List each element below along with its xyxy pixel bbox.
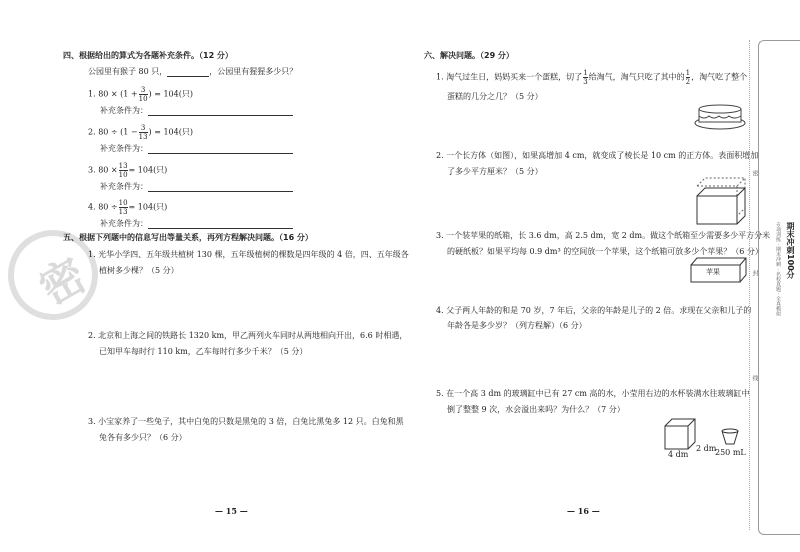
section-4-title: 四、根据给出的算式为各题补充条件。（12 分）: [63, 51, 233, 60]
answer-line[interactable]: [148, 145, 293, 154]
numerator: 13: [118, 162, 128, 170]
section-5-title: 五、根据下列题中的信息写出等量关系，再列方程解决问题。（16 分）: [63, 233, 313, 242]
cup-volume-label: 250 mL: [715, 448, 746, 457]
formula-pre: 80 ÷: [98, 202, 118, 212]
seal-label: 密: [751, 170, 758, 176]
section-6-title: 六、解决问题。（29 分）: [424, 51, 514, 60]
brand-subtitle: 专项训练 · 期末冲刺 · 名校真题 · 全真模拟: [775, 222, 781, 317]
fill-label: 补充条件为：: [100, 106, 148, 115]
s6-q1-line2: 蛋糕的几分之几？（5 分）: [447, 92, 543, 101]
formula-post: ) = 104(只): [148, 89, 193, 99]
seal-label: 封: [751, 270, 758, 276]
cuboid-diagram: [695, 176, 747, 226]
page-number-left: — 15 —: [215, 506, 248, 516]
formula-item: [88, 124, 193, 141]
denominator: 10: [138, 95, 148, 103]
s5-q1-line2: 植树多少棵？（5 分）: [99, 266, 179, 275]
s5-q2-line1: 2. 北京和上海之间的铁路长 1320 km，甲乙两列火车同时从两地相向开出，6.6 时相遇，: [88, 331, 408, 340]
fill-condition-row: [100, 181, 293, 192]
s5-q1-line1: 1. 光华小学四、五年级共植树 130 棵，五年级植树的棵数是四年级的 4 倍，四、五年级各: [88, 250, 409, 259]
page-number-right: — 16 —: [567, 506, 600, 516]
box-label: 苹果: [706, 268, 720, 276]
s6-q5-line2: 倒了整整 9 次，水会溢出来吗？为什么？（7 分）: [447, 405, 625, 414]
item-number: 2.: [88, 127, 96, 137]
s6-q3-line1: 3. 一个装苹果的纸箱，长 3.6 dm，高 2.5 dm，宽 2 dm。做这个纸箱至少需要多少平方分米: [436, 231, 771, 240]
fill-label: 补充条件为：: [100, 219, 148, 228]
formula-pre: 80 ÷ (1 −: [98, 127, 138, 137]
s6-q2-line2: 了多少平方厘米？（5 分）: [447, 167, 543, 176]
fold-line: [749, 40, 750, 530]
numerator: 3: [139, 86, 148, 95]
s6-q1-line1: [436, 69, 747, 86]
intro-a: 公园里有猴子 80 只，: [88, 67, 168, 76]
tank-width-label: 4 dm: [668, 450, 689, 459]
denominator: 2: [685, 78, 691, 86]
s5-q2-line2: 已知甲车每时行 110 km，乙车每时行多少千米？（5 分）: [99, 347, 308, 356]
q1-text-a: 1. 淘气过生日，妈妈买来一个蛋糕，切了: [436, 72, 583, 82]
denominator: 13: [138, 133, 148, 141]
fill-condition-row: [100, 105, 293, 116]
s6-q4-line2: 年龄各是多少岁？（列方程解）（6 分）: [447, 321, 587, 330]
s6-q3-line2: 的硬纸板？如果平均每 0.9 dm³ 的空间放一个苹果，这个纸箱可放多少个苹果？（6 分）: [447, 247, 763, 256]
item-number: 3.: [88, 165, 96, 175]
fraction: [686, 69, 690, 86]
s5-q3-line2: 兔各有多少只？（6 分）: [99, 433, 187, 442]
fraction: [119, 162, 128, 179]
item-number: 1.: [88, 89, 96, 99]
q1-text-b: 给淘气，淘气只吃了其中的: [588, 72, 685, 82]
fill-condition-row: [100, 218, 293, 229]
numerator: 1: [685, 69, 691, 77]
s6-q4-line1: 4. 父子两人年龄的和是 70 岁，7 年后，父亲的年龄是儿子的 2 倍。求现在父亲和儿子的: [436, 306, 752, 315]
formula-item: [88, 199, 167, 216]
section-4-intro: [88, 66, 297, 77]
answer-line[interactable]: [148, 183, 293, 192]
formula-item: [88, 162, 167, 179]
denominator: 3: [583, 78, 588, 86]
formula-pre: 80 ×: [98, 165, 118, 175]
numerator: 3: [139, 124, 148, 133]
tank-depth-label: 2 dm: [696, 444, 717, 453]
s5-q3-line1: 3. 小宝家养了一些兔子，其中白兔的只数是黑兔的 3 倍，白兔比黑兔多 12 只。白兔和黑: [88, 417, 404, 426]
formula-post: = 104(只): [128, 202, 168, 212]
numerator: 1: [583, 69, 588, 77]
formula-post: = 104(只): [128, 165, 168, 175]
formula-item: [88, 86, 193, 103]
seal-label: 线: [751, 375, 758, 381]
brand-logo: 期末冲刺100分: [786, 222, 795, 279]
intro-b: ，公园里有猩猩多少只？: [209, 67, 298, 76]
fraction: [139, 124, 148, 141]
s6-q5-line1: 5. 在一个高 3 dm 的玻璃缸中已有 27 cm 高的水，小莹用右边的水杯装满水往玻璃缸中: [436, 389, 750, 398]
numerator: 10: [118, 199, 128, 207]
stamp-watermark: 密: [0, 214, 114, 337]
denominator: 13: [118, 208, 128, 216]
fraction: [583, 69, 587, 86]
fill-label: 补充条件为：: [100, 182, 148, 191]
formula-pre: 80 × (1 +: [98, 89, 138, 99]
answer-line[interactable]: [148, 107, 293, 116]
glass-tank-diagram: [664, 418, 696, 450]
fraction: [139, 86, 148, 103]
answer-line[interactable]: [148, 220, 293, 229]
cake-illustration: [693, 103, 748, 131]
fraction: [119, 199, 128, 216]
fill-label: 补充条件为：: [100, 144, 148, 153]
apple-box-diagram: [690, 256, 748, 283]
formula-post: ) = 104(只): [148, 127, 193, 137]
fill-condition-row: [100, 143, 293, 154]
denominator: 10: [118, 171, 128, 179]
cup-icon: [720, 428, 740, 446]
q1-text-c: ，淘气吃了整个: [691, 72, 748, 82]
intro-blank[interactable]: [167, 68, 209, 77]
item-number: 4.: [88, 202, 96, 212]
s6-q2-line1: 2. 一个长方体（如图），如果高增加 4 cm，就变成了棱长是 10 cm 的正方体。表面积增加: [436, 151, 759, 160]
